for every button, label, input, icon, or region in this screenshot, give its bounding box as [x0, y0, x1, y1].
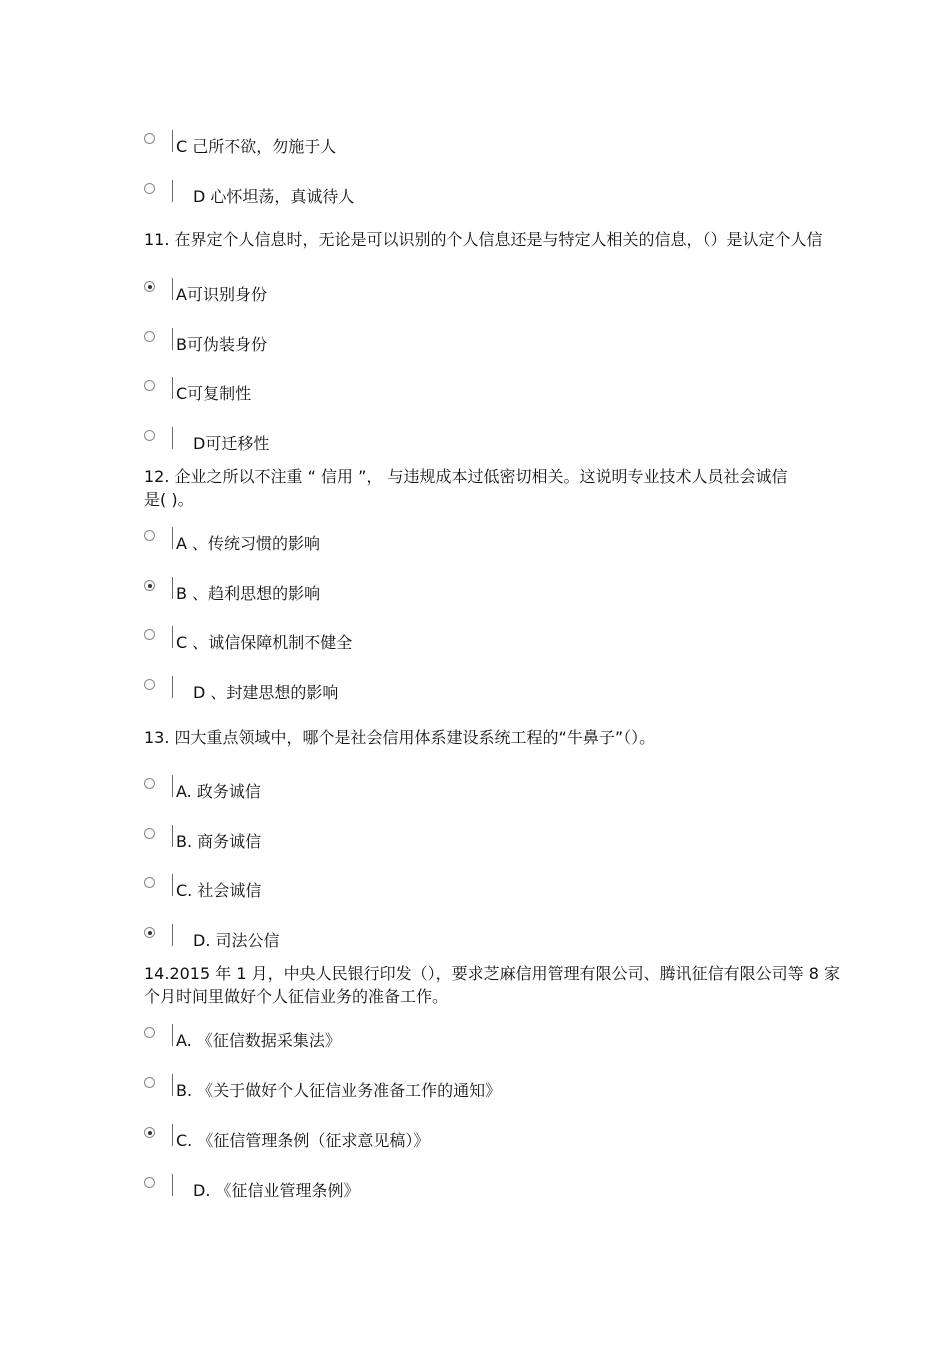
- divider: [172, 924, 173, 946]
- divider: [172, 1024, 173, 1046]
- option-label: D. 司法公信: [193, 931, 280, 950]
- option-label: D可迁移性: [193, 434, 270, 453]
- divider: [172, 130, 173, 152]
- question-11: 11. 在界定个人信息时，无论是可以识别的个人信息还是与特定人相关的信息，（）是认定个人信: [144, 230, 823, 249]
- radio-button[interactable]: [144, 530, 155, 541]
- option-label: A可识别身份: [176, 285, 267, 304]
- divider: [172, 825, 173, 847]
- radio-button[interactable]: [144, 1077, 155, 1088]
- option-label: A 、传统习惯的影响: [176, 534, 321, 553]
- radio-button[interactable]: [144, 331, 155, 342]
- radio-button[interactable]: [144, 380, 155, 391]
- radio-button[interactable]: [144, 430, 155, 441]
- option-label: C可复制性: [176, 384, 252, 403]
- option-label: C. 《征信管理条例（征求意见稿）》: [176, 1131, 430, 1150]
- radio-selected-dot: [148, 584, 152, 588]
- option-label: A. 政务诚信: [176, 782, 261, 801]
- option-label: C 、诚信保障机制不健全: [176, 633, 353, 652]
- option-label: D. 《征信业管理条例》: [193, 1181, 360, 1200]
- radio-button[interactable]: [144, 1127, 155, 1138]
- divider: [172, 577, 173, 599]
- radio-button[interactable]: [144, 629, 155, 640]
- divider: [172, 1124, 173, 1146]
- divider: [172, 676, 173, 698]
- question-14-line2: 个月时间里做好个人征信业务的准备工作。: [144, 987, 449, 1006]
- radio-button[interactable]: [144, 580, 155, 591]
- radio-button[interactable]: [144, 778, 155, 789]
- option-label: B. 《关于做好个人征信业务准备工作的通知》: [176, 1081, 502, 1100]
- divider: [172, 377, 173, 399]
- divider: [172, 874, 173, 896]
- option-label: D 心怀坦荡，真诚待人: [193, 187, 355, 206]
- divider: [172, 427, 173, 449]
- radio-button[interactable]: [144, 828, 155, 839]
- option-label: C. 社会诚信: [176, 881, 262, 900]
- divider: [172, 328, 173, 350]
- radio-button[interactable]: [144, 927, 155, 938]
- option-label: B可伪装身份: [176, 335, 267, 354]
- radio-button[interactable]: [144, 281, 155, 292]
- divider: [172, 626, 173, 648]
- radio-button[interactable]: [144, 877, 155, 888]
- option-label: D 、封建思想的影响: [193, 683, 339, 702]
- radio-button[interactable]: [144, 1177, 155, 1188]
- question-12-line1: 12. 企业之所以不注重 “ 信用 ”， 与违规成本过低密切相关。这说明专业技术人员社会诚信: [144, 467, 788, 486]
- radio-button[interactable]: [144, 679, 155, 690]
- option-label: C 己所不欲，勿施于人: [176, 137, 337, 156]
- question-14-line1: 14.2015 年 1 月，中央人民银行印发（），要求芝麻信用管理有限公司、腾讯征信有限公司等 8 家: [144, 964, 840, 983]
- radio-button[interactable]: [144, 183, 155, 194]
- divider: [172, 1174, 173, 1196]
- divider: [172, 527, 173, 549]
- option-label: B 、趋利思想的影响: [176, 584, 321, 603]
- question-13: 13. 四大重点领域中，哪个是社会信用体系建设系统工程的“牛鼻子”（）。: [144, 728, 656, 747]
- option-label: B. 商务诚信: [176, 832, 262, 851]
- question-12-line2: 是( )。: [144, 490, 194, 509]
- option-label: A. 《征信数据采集法》: [176, 1031, 341, 1050]
- radio-selected-dot: [148, 931, 152, 935]
- divider: [172, 278, 173, 300]
- radio-selected-dot: [148, 1131, 152, 1135]
- radio-selected-dot: [148, 285, 152, 289]
- divider: [172, 1074, 173, 1096]
- divider: [172, 775, 173, 797]
- divider: [172, 180, 173, 202]
- radio-button[interactable]: [144, 1027, 155, 1038]
- radio-button[interactable]: [144, 133, 155, 144]
